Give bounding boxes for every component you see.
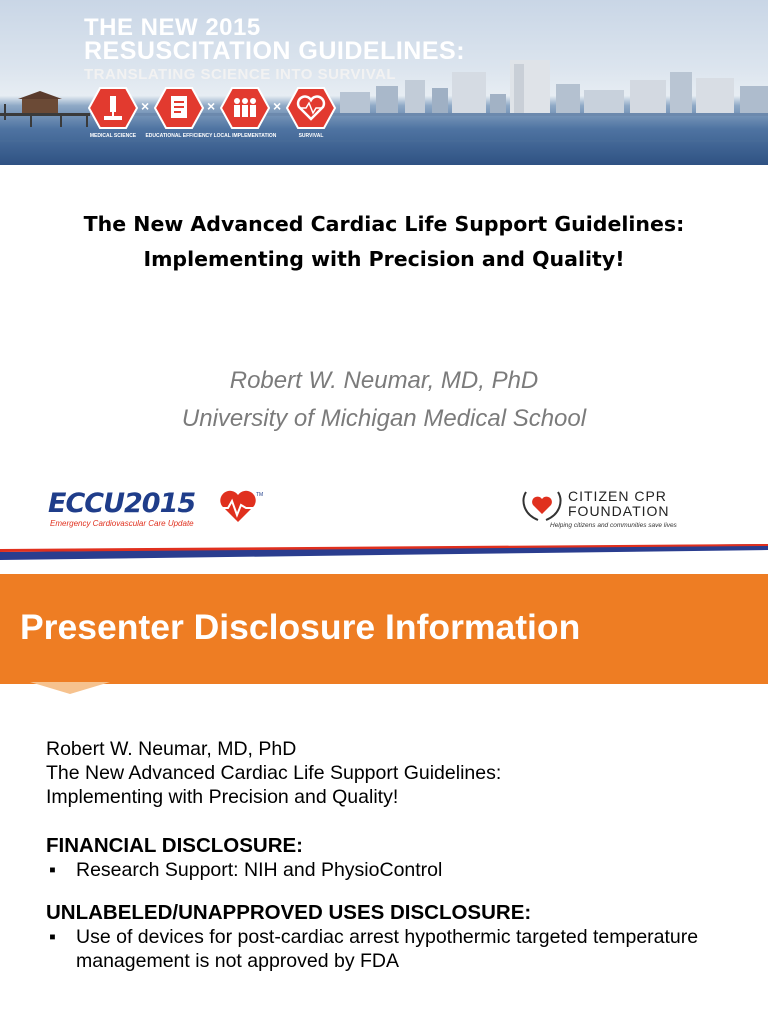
list-item (46, 925, 746, 973)
slide-separator (0, 544, 768, 560)
guideline-icon-row (88, 86, 358, 142)
banner-title-line2: RESUSCITATION GUIDELINES: (84, 37, 466, 65)
bullet-icon: ▪ (49, 859, 56, 881)
talk-title-line1: The New Advanced Cardiac Life Support Guidelines: (46, 762, 502, 784)
microscope-icon (88, 86, 138, 130)
unlabeled-uses-heading: UNLABELED/UNAPPROVED USES DISCLOSURE: (46, 901, 532, 924)
unlabeled-item-text: Use of devices for post-cardiac arrest hypothermic targeted temperature management is not approved by FDA (76, 926, 699, 972)
citizen-cpr-tagline: Helping citizens and communities save lives (550, 522, 677, 529)
eccu-wordmark: ECCU (48, 488, 124, 519)
multiply-sign: × (273, 98, 282, 114)
heartbeat-heart-icon (216, 488, 266, 524)
presentation-title-line1: The New Advanced Cardiac Life Support Guidelines: (83, 212, 685, 236)
citizen-cpr-logo (520, 488, 720, 534)
eccu-logo (48, 488, 273, 536)
disclosure-header (0, 574, 768, 684)
banner-title-line3: TRANSLATING SCIENCE INTO SURVIVAL (84, 66, 397, 83)
multiply-sign: × (141, 98, 150, 114)
trademark-mark: TM (256, 492, 264, 498)
hands-heart-icon (520, 488, 564, 522)
citizen-cpr-name-line2: FOUNDATION (568, 503, 670, 519)
icon-caption: EDUCATIONAL EFFICIENCY (145, 133, 213, 139)
eccu-year: 2015 (124, 488, 196, 519)
presenter-info (0, 362, 768, 438)
banner-title-line1: THE NEW 2015 (84, 14, 261, 41)
presenter-affiliation: University of Michigan Medical School (181, 405, 587, 432)
document-icon (154, 86, 204, 130)
people-icon (220, 86, 270, 130)
eccu-tagline: Emergency Cardiovascular Care Update (50, 519, 194, 528)
talk-title-line2: Implementing with Precision and Quality! (46, 786, 399, 808)
heart-icon (286, 86, 336, 130)
financial-disclosure-heading: FINANCIAL DISCLOSURE: (46, 834, 304, 857)
financial-item-text: Research Support: NIH and PhysioControl (76, 859, 443, 881)
conference-banner (0, 0, 768, 165)
list-item (46, 858, 746, 882)
presentation-title (0, 207, 768, 277)
disclosure-title: Presenter Disclosure Information (20, 607, 581, 647)
citizen-cpr-name (568, 489, 670, 519)
presenter-name-line: Robert W. Neumar, MD, PhD (46, 738, 297, 760)
icon-caption: LOCAL IMPLEMENTATION (213, 133, 277, 139)
bullet-icon: ▪ (49, 926, 56, 948)
icon-caption: MEDICAL SCIENCE (89, 133, 137, 139)
disclosure-body (46, 737, 746, 973)
presentation-title-line2: Implementing with Precision and Quality! (143, 247, 625, 271)
presenter-name: Robert W. Neumar, MD, PhD (229, 367, 539, 394)
multiply-sign: × (207, 98, 216, 114)
icon-caption: SURVIVAL (298, 133, 324, 139)
header-notch (30, 682, 110, 694)
citizen-cpr-name-line1: CITIZEN CPR (568, 488, 667, 504)
